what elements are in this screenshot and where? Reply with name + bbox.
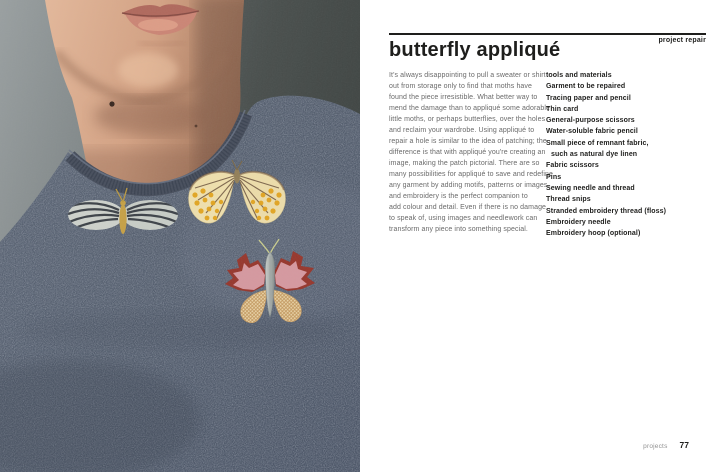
intro-line: little moths, or perhaps butterflies, over the holes xyxy=(389,116,546,123)
footer-page-number: 77 xyxy=(679,440,689,450)
text-right-page xyxy=(360,0,720,472)
intro-line: add colour and detail. Even if there is no damage xyxy=(389,204,547,211)
intro-line: out from storage only to find that moths have xyxy=(389,83,533,90)
tool-item: Tracing paper and pencil xyxy=(546,94,631,102)
header-rule xyxy=(389,33,706,35)
intro-line: transform any piece into something special. xyxy=(389,226,528,233)
intro-line: It's always disappointing to pull a sweater or shirt xyxy=(389,72,546,79)
intro-line: image, making the patch pictorial. There are so xyxy=(389,160,540,167)
tools-list xyxy=(546,81,711,239)
intro-paragraph xyxy=(389,70,553,235)
tool-item: Embroidery needle xyxy=(546,218,611,226)
intro-line: found the piece irresistible. What better way to xyxy=(389,94,538,101)
tool-item: Sewing needle and thread xyxy=(546,184,635,192)
intro-line: repair a hole is similar to the idea of patching; the xyxy=(389,138,547,145)
intro-line: any garment by adding motifs, patterns or images, xyxy=(389,182,550,189)
tool-item: Thin card xyxy=(546,105,579,113)
intro-line: mend the damage than to appliqué some adorable xyxy=(389,105,551,112)
tool-item: Embroidery hoop (optional) xyxy=(546,230,641,238)
page-footer xyxy=(643,440,689,450)
tool-item: Water-soluble fabric pencil xyxy=(546,128,638,136)
category-label: project repair xyxy=(658,37,706,44)
intro-line: many possibilities for appliqué to save and redefine xyxy=(389,171,553,178)
intro-line: and embroidery is the perfect companion to xyxy=(389,193,528,200)
page-title: butterfly appliqué xyxy=(389,39,561,61)
tools-heading: tools and materials xyxy=(546,72,612,79)
tool-item: Thread snips xyxy=(546,196,591,204)
tools-and-materials xyxy=(546,70,711,239)
tool-item: Small piece of remnant fabric, xyxy=(546,139,649,147)
intro-line: difference is that with appliqué you're creating an xyxy=(389,149,546,156)
intro-line: to speak of, using images and needlework can xyxy=(389,215,538,222)
tool-item: Garment to be repaired xyxy=(546,83,626,91)
footer-section-label: projects xyxy=(643,443,668,450)
tool-item: Pins xyxy=(546,173,562,181)
tool-item: Stranded embroidery thread (floss) xyxy=(546,207,667,215)
tool-item: such as natural dye linen xyxy=(549,151,638,159)
tool-item: General-purpose scissors xyxy=(546,117,635,125)
intro-line: and reclaim your wardrobe. Using appliqué to xyxy=(389,127,535,134)
tool-item: Fabric scissors xyxy=(546,162,599,170)
